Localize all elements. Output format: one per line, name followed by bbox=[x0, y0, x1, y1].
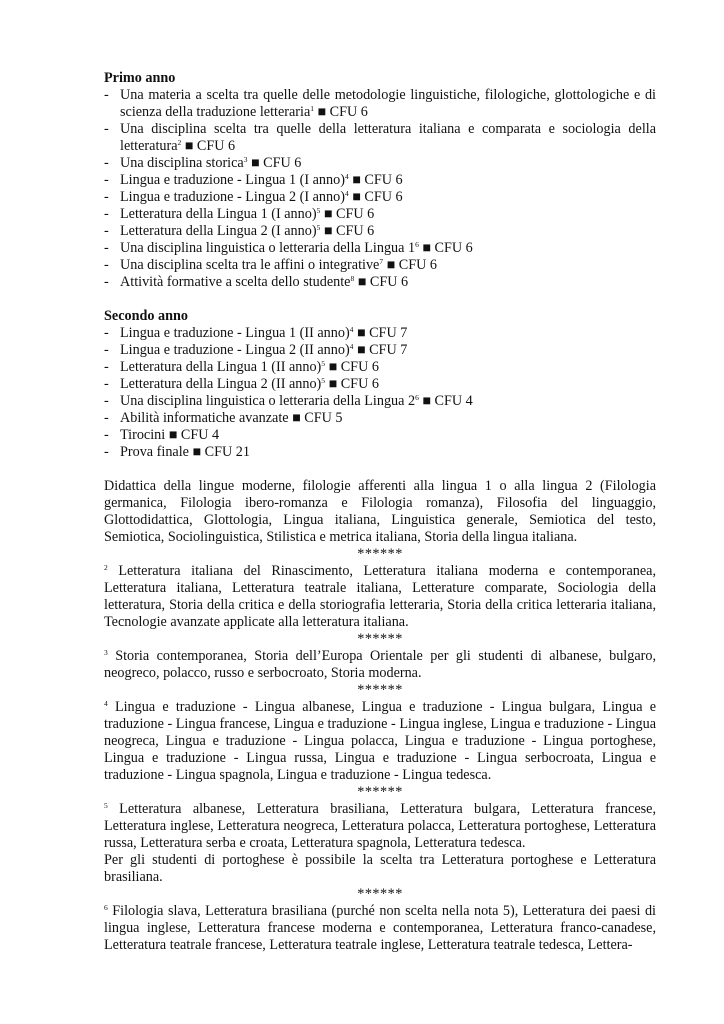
list-dash: - bbox=[104, 427, 109, 443]
note-ref: 4 bbox=[344, 172, 349, 181]
cfu-value: ■ CFU 5 bbox=[288, 410, 343, 426]
cfu-value: ■ CFU 6 bbox=[418, 240, 473, 256]
footnote-text: Storia contemporanea, Storia dell’Europa Orientale per gli studenti di albanese, bulgaro, neogreco, polacco, russo e serbocroato, Storia moderna. bbox=[104, 648, 656, 681]
list-item bbox=[104, 325, 656, 342]
footnote-number: 4 bbox=[104, 699, 108, 708]
cfu-value: ■ CFU 6 bbox=[348, 172, 403, 188]
footnote-text: Filologia slava, Letteratura brasiliana (purché non scelta nella nota 5), Letteratura dei paesi di lingua inglese, Letteratura francese moderna e contemporanea, Letteratura franco-canadese, Letteratura teatrale francese, Letteratura teatrale inglese, Letteratura teatrale tedesca, Lettera- bbox=[104, 903, 656, 953]
cfu-value: ■ CFU 21 bbox=[188, 444, 250, 460]
footnote-text: Letteratura albanese, Letteratura brasiliana, Letteratura bulgara, Letteratura francese, Letteratura inglese, Letteratura neogreca, Letteratura polacca, Letteratura portoghese, Letteratura russa, Letteratura serba e croata, Letteratura spagnola, Letteratura tedesca. bbox=[104, 801, 656, 851]
list-item bbox=[104, 427, 656, 444]
separator: ****** bbox=[357, 886, 403, 902]
footnote-number: 5 bbox=[104, 801, 108, 810]
list-dash: - bbox=[104, 121, 109, 137]
document-page bbox=[104, 70, 656, 954]
list-dash: - bbox=[104, 240, 109, 256]
cfu-value: ■ CFU 6 bbox=[181, 138, 236, 154]
cfu-value: ■ CFU 6 bbox=[247, 155, 302, 171]
course-name: Una disciplina linguistica o letteraria della Lingua 1 bbox=[120, 240, 416, 256]
list-dash: - bbox=[104, 376, 109, 392]
list-dash: - bbox=[104, 172, 109, 188]
course-name: Lingua e traduzione - Lingua 1 (II anno) bbox=[120, 325, 350, 341]
course-name: Letteratura della Lingua 2 (II anno) bbox=[120, 376, 322, 392]
note-ref: 5 bbox=[321, 376, 326, 385]
list-item bbox=[104, 444, 656, 461]
cfu-value: ■ CFU 7 bbox=[353, 325, 408, 341]
list-dash: - bbox=[104, 155, 109, 171]
note-ref: 5 bbox=[316, 223, 321, 232]
footnote-2 bbox=[104, 563, 656, 631]
note-ref: 4 bbox=[349, 342, 354, 351]
list-dash: - bbox=[104, 410, 109, 426]
note-ref: 6 bbox=[415, 240, 419, 249]
list-dash: - bbox=[104, 223, 109, 239]
course-name: Abilità informatiche avanzate bbox=[120, 410, 289, 426]
course-name: Lingua e traduzione - Lingua 1 (I anno) bbox=[120, 172, 345, 188]
footnote-text: Didattica della lingue moderne, filologie afferenti alla lingua 1 o alla lingua 2 (Filologia germanica, Filologia ibero-romanza e Filologia romanza), Filosofia del linguaggio, Glottodidattica, Glottologia, Lingua italiana, Linguistica generale, Semiotica del testo, Semiotica, Sociolinguistica, Stilistica e metrica italiana, Storia della lingua italiana. bbox=[104, 478, 656, 545]
cfu-value: ■ CFU 4 bbox=[418, 393, 473, 409]
cfu-value: ■ CFU 6 bbox=[354, 274, 409, 290]
course-name: Letteratura della Lingua 2 (I anno) bbox=[120, 223, 317, 239]
separator: ****** bbox=[357, 546, 403, 562]
footnote-3 bbox=[104, 648, 656, 682]
list-dash: - bbox=[104, 444, 109, 460]
primo-anno-list bbox=[104, 87, 656, 291]
note-ref: 4 bbox=[344, 189, 349, 198]
cfu-value: ■ CFU 6 bbox=[383, 257, 438, 273]
separator: ****** bbox=[357, 682, 403, 698]
list-item bbox=[104, 240, 656, 257]
note-ref: 2 bbox=[177, 138, 182, 147]
footnote-5 bbox=[104, 801, 656, 852]
footnote-6 bbox=[104, 903, 656, 954]
course-name: Una disciplina storica bbox=[120, 155, 244, 171]
list-dash: - bbox=[104, 325, 109, 341]
note-ref: 5 bbox=[316, 206, 321, 215]
cfu-value: ■ CFU 6 bbox=[325, 376, 379, 392]
cfu-value: ■ CFU 6 bbox=[325, 359, 379, 375]
list-item bbox=[104, 410, 656, 427]
note-ref: 4 bbox=[349, 325, 354, 334]
secondo-anno-list bbox=[104, 325, 656, 461]
separator: ****** bbox=[357, 631, 403, 647]
list-item bbox=[104, 223, 656, 240]
list-item bbox=[104, 342, 656, 359]
footnote-5-extra: Per gli studenti di portoghese è possibile la scelta tra Letteratura portoghese e Letteratura brasiliana. bbox=[104, 852, 656, 885]
course-name: Attività formative a scelta dello studente bbox=[120, 274, 351, 290]
footnote-text: Lingua e traduzione - Lingua albanese, Lingua e traduzione - Lingua bulgara, Lingua e traduzione - Lingua francese, Lingua e traduzione - Lingua inglese, Lingua e traduzione - Lingua neogreca, Lingua e traduzione - Lingua polacca, Lingua e traduzione - Lingua portoghese, Lingua e traduzione - Lingua russa, Lingua e traduzione - Lingua serbocroata, Lingua e traduzione - Lingua spagnola, Lingua e traduzione - Lingua tedesca. bbox=[104, 699, 656, 783]
cfu-value: ■ CFU 7 bbox=[353, 342, 408, 358]
list-item bbox=[104, 189, 656, 206]
course-name: Una disciplina linguistica o letteraria della Lingua 2 bbox=[120, 393, 416, 409]
note-ref: 7 bbox=[379, 257, 384, 266]
cfu-value: ■ CFU 6 bbox=[320, 223, 375, 239]
note-ref: 8 bbox=[350, 274, 355, 283]
cfu-value: ■ CFU 4 bbox=[165, 427, 220, 443]
course-name: Una materia a scelta tra quelle delle metodologie linguistiche, filologiche, glottologiche e di scienza della traduzione letteraria bbox=[120, 87, 656, 120]
list-item bbox=[104, 393, 656, 410]
primo-anno-heading: Primo anno bbox=[104, 70, 176, 86]
list-item bbox=[104, 121, 656, 155]
list-item bbox=[104, 155, 656, 172]
course-name: Lingua e traduzione - Lingua 2 (II anno) bbox=[120, 342, 350, 358]
cfu-value: ■ CFU 6 bbox=[314, 104, 368, 120]
list-dash: - bbox=[104, 206, 109, 222]
list-item bbox=[104, 172, 656, 189]
list-dash: - bbox=[104, 342, 109, 358]
list-item bbox=[104, 359, 656, 376]
note-ref: 3 bbox=[243, 155, 248, 164]
cfu-value: ■ CFU 6 bbox=[348, 189, 403, 205]
list-dash: - bbox=[104, 189, 109, 205]
course-name: Prova finale bbox=[120, 444, 189, 460]
separator: ****** bbox=[357, 784, 403, 800]
list-dash: - bbox=[104, 257, 109, 273]
course-name: Una disciplina scelta tra le affini o integrative bbox=[120, 257, 380, 273]
list-dash: - bbox=[104, 274, 109, 290]
list-dash: - bbox=[104, 87, 109, 103]
list-item bbox=[104, 206, 656, 223]
list-item bbox=[104, 376, 656, 393]
course-name: Lingua e traduzione - Lingua 2 (I anno) bbox=[120, 189, 345, 205]
secondo-anno-heading: Secondo anno bbox=[104, 308, 188, 324]
footnote-number: 6 bbox=[104, 903, 108, 912]
footnote-number: 3 bbox=[104, 648, 108, 657]
list-dash: - bbox=[104, 393, 109, 409]
note-ref: 1 bbox=[310, 104, 314, 113]
course-name: Tirocini bbox=[120, 427, 166, 443]
course-name: Letteratura della Lingua 1 (II anno) bbox=[120, 359, 322, 375]
list-item bbox=[104, 87, 656, 121]
footnote-1 bbox=[104, 478, 656, 546]
note-ref: 5 bbox=[321, 359, 326, 368]
footnote-4 bbox=[104, 699, 656, 784]
footnote-text: Letteratura italiana del Rinascimento, Letteratura italiana moderna e contemporanea, Letteratura italiana, Letteratura teatrale italiana, Letterature comparate, Sociologia della letteratura, Storia della critica e della storiografia letteraria, Storia della critica letteraria italiana, Tecnologie avanzate applicate alla letteratura italiana. bbox=[104, 563, 656, 630]
cfu-value: ■ CFU 6 bbox=[320, 206, 375, 222]
note-ref: 6 bbox=[415, 393, 419, 402]
list-item bbox=[104, 274, 656, 291]
course-name: Una disciplina scelta tra quelle della letteratura italiana e comparata e sociologia della letteratura bbox=[120, 121, 656, 154]
list-item bbox=[104, 257, 656, 274]
list-dash: - bbox=[104, 359, 109, 375]
course-name: Letteratura della Lingua 1 (I anno) bbox=[120, 206, 317, 222]
footnote-number: 2 bbox=[104, 563, 108, 572]
